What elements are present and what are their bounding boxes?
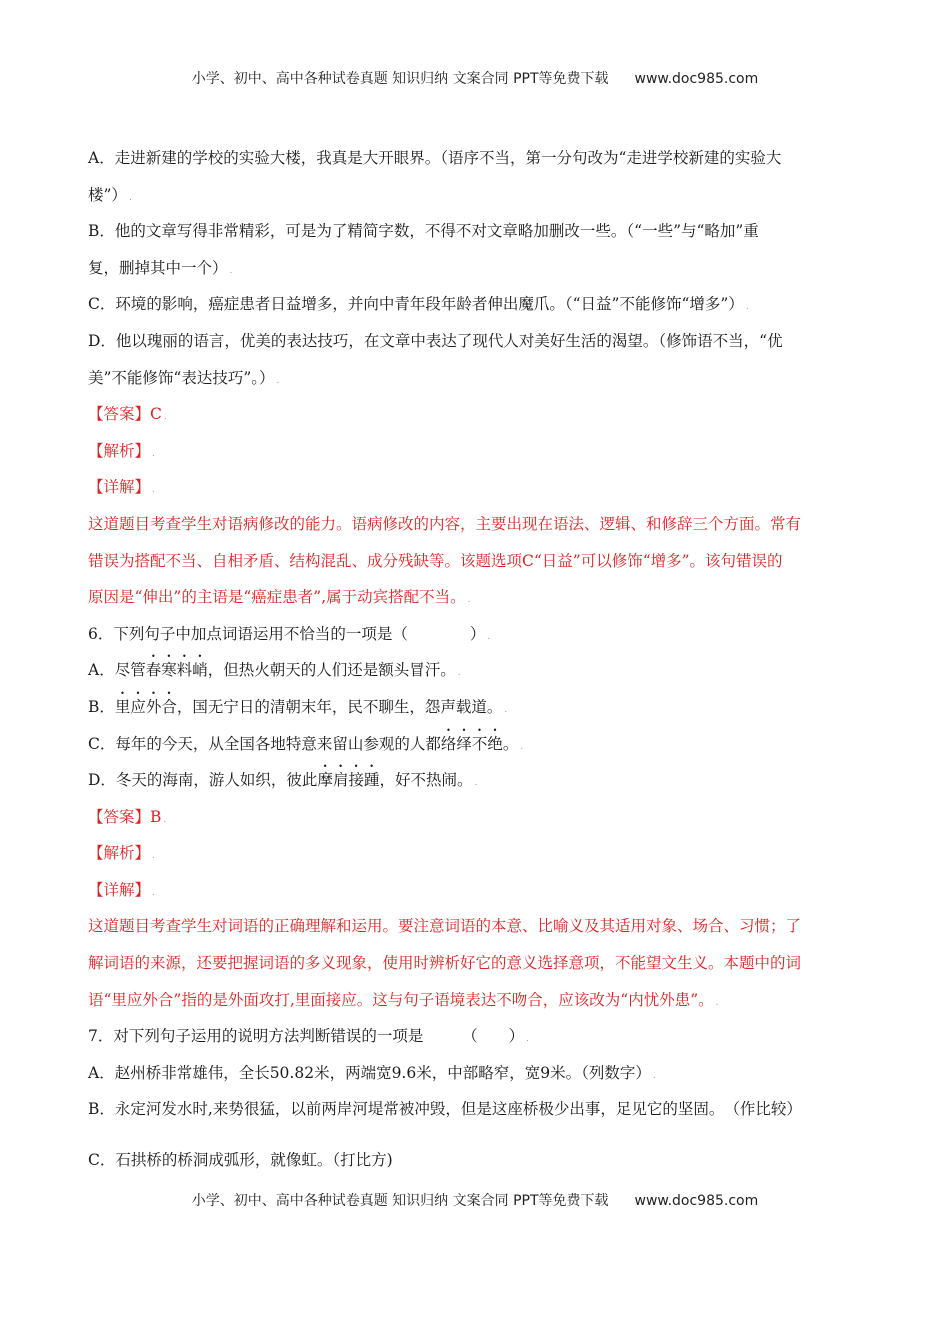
page-content (88, 140, 864, 1179)
footer-text: 小学、初中、高中各种试卷真题 知识归纳 文案合同 PPT等免费下载 (191, 1193, 609, 1209)
q5-explanation-1: 这道题目考查学生对语病修改的能力。语病修改的内容，主要出现在语法、逻辑、和修辞三个方面。常有 (88, 514, 802, 533)
page-footer (0, 1190, 950, 1210)
q6-option-b: B．里应外合，国无宁日的清朝末年，民不聊生，怨声载道。 . (88, 697, 508, 716)
q6-explanation-2: 解词语的来源，还要把握词语的多义现象，使用时辨析好它的意义选择意项，不能望文生义。本题中的词 (88, 954, 802, 973)
q5-option-c: C．环境的影响，癌症患者日益增多，并向中青年段年龄者伸出魔爪。（“日益”不能修饰“增多”） . (88, 295, 749, 314)
q6-analysis-label: 【解析】 . (88, 844, 155, 863)
q5-option-a-cont: 楼”） . (88, 185, 132, 204)
spacer (88, 1128, 864, 1142)
q6-dotted-word-d: 摩肩接踵 (317, 771, 380, 790)
q5-detail-label: 【详解】 . (88, 478, 155, 497)
q5-option-d-cont: 美”不能修饰“表达技巧”。） . (88, 368, 280, 387)
header-text: 小学、初中、高中各种试卷真题 知识归纳 文案合同 PPT等免费下载 (191, 71, 609, 87)
q6-option-d: D．冬天的海南，游人如织，彼此摩肩接踵，好不热闹。 . (88, 771, 478, 790)
q5-option-b-cont: 复，删掉其中一个） . (88, 258, 233, 277)
q6-option-a: A．尽管春寒料峭，但热火朝天的人们还是额头冒汗。 . (88, 661, 461, 680)
q5-option-d: D．他以瑰丽的语言，优美的表达技巧，在文章中表达了现代人对美好生活的渴望。（修饰语不当，“优 (88, 331, 783, 350)
q5-analysis-label: 【解析】 . (88, 441, 155, 460)
q6-dotted-word-b: 里应外合 (114, 697, 177, 716)
q5-answer: 【答案】C . (88, 405, 167, 424)
q6-explanation-3: 语“里应外合”指的是外面攻打,里面接应。这与句子语境表达不吻合，应该改为“内忧外患”。 . (88, 990, 719, 1009)
q5-option-a: A．走进新建的学校的实验大楼，我真是大开眼界。（语序不当，第一分句改为“走进学校新建的实验大 (88, 149, 782, 167)
q5-option-b: B．他的文章写得非常精彩，可是为了精简字数，不得不对文章略加删改一些。（“一些”与“略加”重 (88, 222, 759, 241)
q7-stem: 7．对下列句子运用的说明方法判断错误的一项是 （ ） . (88, 1027, 529, 1046)
q6-dotted-word-c: 络绎不绝 (440, 734, 503, 753)
q7-option-a: A．赵州桥非常雄伟，全长50.82米，两端宽9.6米，中部略窄，宽9米。（列数字） . (88, 1063, 656, 1082)
q6-option-c: C．每年的今天，从全国各地特意来留山参观的人都络绎不绝。 . (88, 734, 524, 753)
q5-explanation-3: 原因是“伸出”的主语是“癌症患者”,属于动宾搭配不当。 . (88, 588, 471, 607)
header-site[interactable]: www.doc985.com (634, 71, 759, 87)
q6-dotted-word-a: 春寒料峭 (145, 661, 208, 680)
footer-site[interactable]: www.doc985.com (634, 1193, 759, 1209)
q6-detail-label: 【详解】 . (88, 880, 155, 899)
q6-explanation-1: 这道题目考查学生对词语的正确理解和运用。要注意词语的本意、比喻义及其适用对象、场合、习惯；了 (88, 917, 802, 936)
q6-stem: 6．下列句子中加点词语运用不恰当的一项是（ ） . (88, 624, 491, 643)
q7-option-c: C．石拱桥的桥洞成弧形，就像虹。（打比方) (88, 1151, 393, 1170)
q7-option-b: B．永定河发水时,来势很猛，以前两岸河堤常被冲毁，但是这座桥极少出事，足见它的坚固。 （作比较） (88, 1100, 802, 1119)
q5-explanation-2: 错误为搭配不当、自相矛盾、结构混乱、成分残缺等。该题选项C“日益”可以修饰“增多”。该句错误的 (88, 551, 783, 570)
page-header (0, 68, 950, 88)
q6-answer: 【答案】B . (88, 807, 167, 826)
